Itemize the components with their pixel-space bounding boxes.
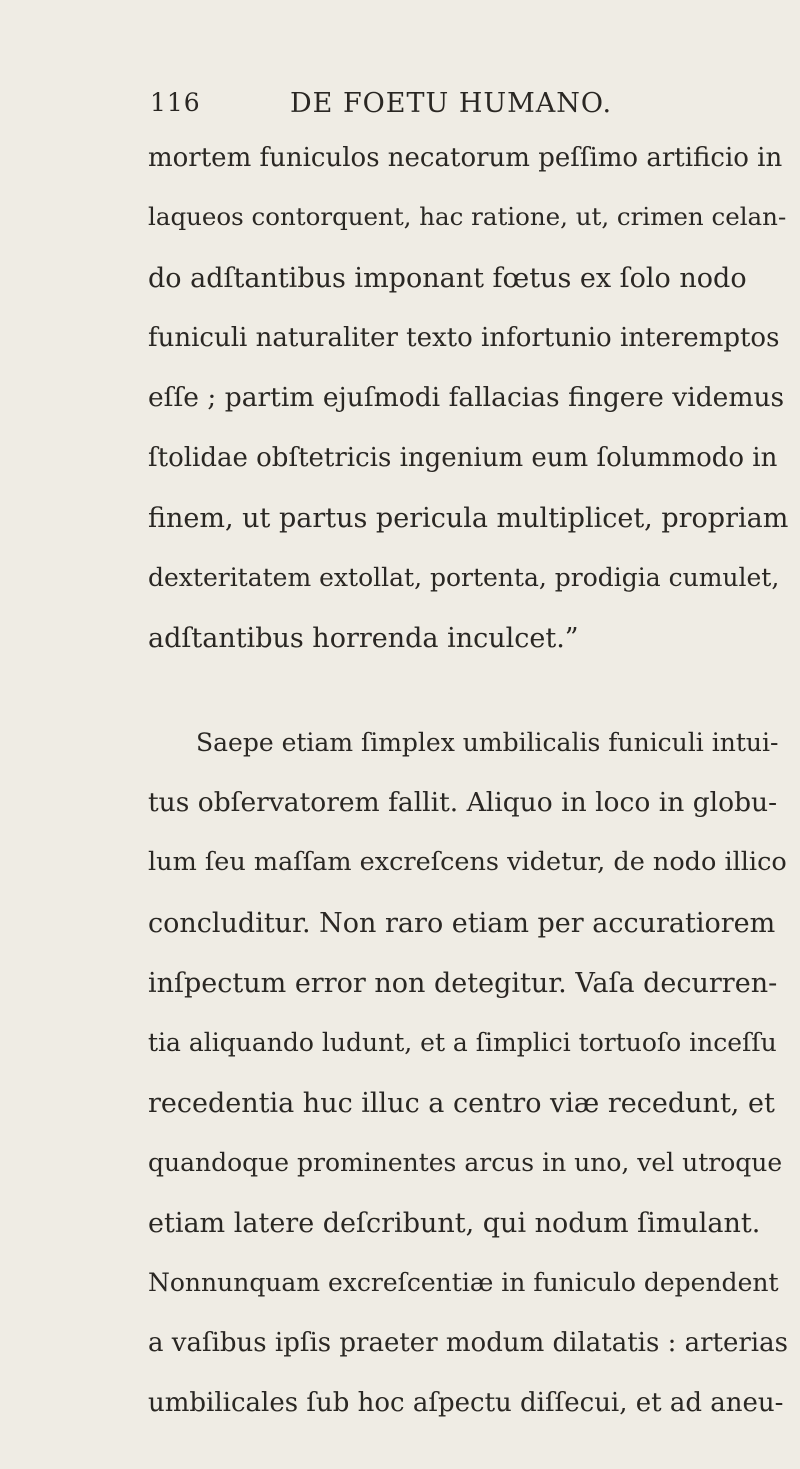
text-line: lum ſeu maſſam excreſcens videtur, de nodo illico (148, 847, 787, 877)
text-line: quandoque prominentes arcus in uno, vel utroque (148, 1148, 783, 1177)
text-line: laqueos contorquent, hac ratione, ut, crimen celan- (148, 202, 787, 231)
text-line: inſpectum error non detegitur. Vaſa decurren- (148, 968, 778, 999)
page-header (150, 88, 800, 128)
text-line: finem, ut partus pericula multiplicet, propriam (148, 503, 789, 534)
text-line: do adſtantibus imponant fœtus ex ſolo nodo (148, 263, 747, 294)
text-line: funiculi naturaliter texto infortunio interemptos (148, 323, 780, 353)
text-line: umbilicales ſub hoc aſpectu diſſecui, et ad aneu- (148, 1388, 784, 1418)
text-line: dexteritatem extollat, portenta, prodigia cumulet, (148, 563, 780, 592)
text-line: ſtolidae obſtetricis ingenium eum ſolummodo in (148, 443, 778, 473)
text-line: Nonnunquam excreſcentiæ in funiculo dependent (148, 1268, 779, 1297)
text-line: tia aliquando ludunt, et a ſimplici tortuoſo inceſſu (148, 1028, 777, 1057)
text-line: recedentia huc illuc a centro viæ recedunt, et (148, 1088, 775, 1119)
text-line: mortem funiculos necatorum peſſimo artificio in (148, 143, 783, 173)
running-title: DE FOETU HUMANO. (290, 88, 613, 119)
page-number: 116 (150, 88, 201, 117)
text-line: etiam latere deſcribunt, qui nodum ſimulant. (148, 1208, 761, 1239)
text-line: Saepe etiam ſimplex umbilicalis funiculi intui- (196, 728, 779, 757)
text-line: concluditur. Non raro etiam per accuratiorem (148, 908, 776, 939)
text-line: adſtantibus horrenda inculcet.” (148, 623, 579, 654)
text-line: tus obſervatorem fallit. Aliquo in loco in globu- (148, 787, 778, 818)
text-line: eſſe ; partim ejuſmodi fallacias fingere videmus (148, 382, 785, 413)
text-line: a vaſibus ipſis praeter modum dilatatis : arterias (148, 1328, 788, 1358)
